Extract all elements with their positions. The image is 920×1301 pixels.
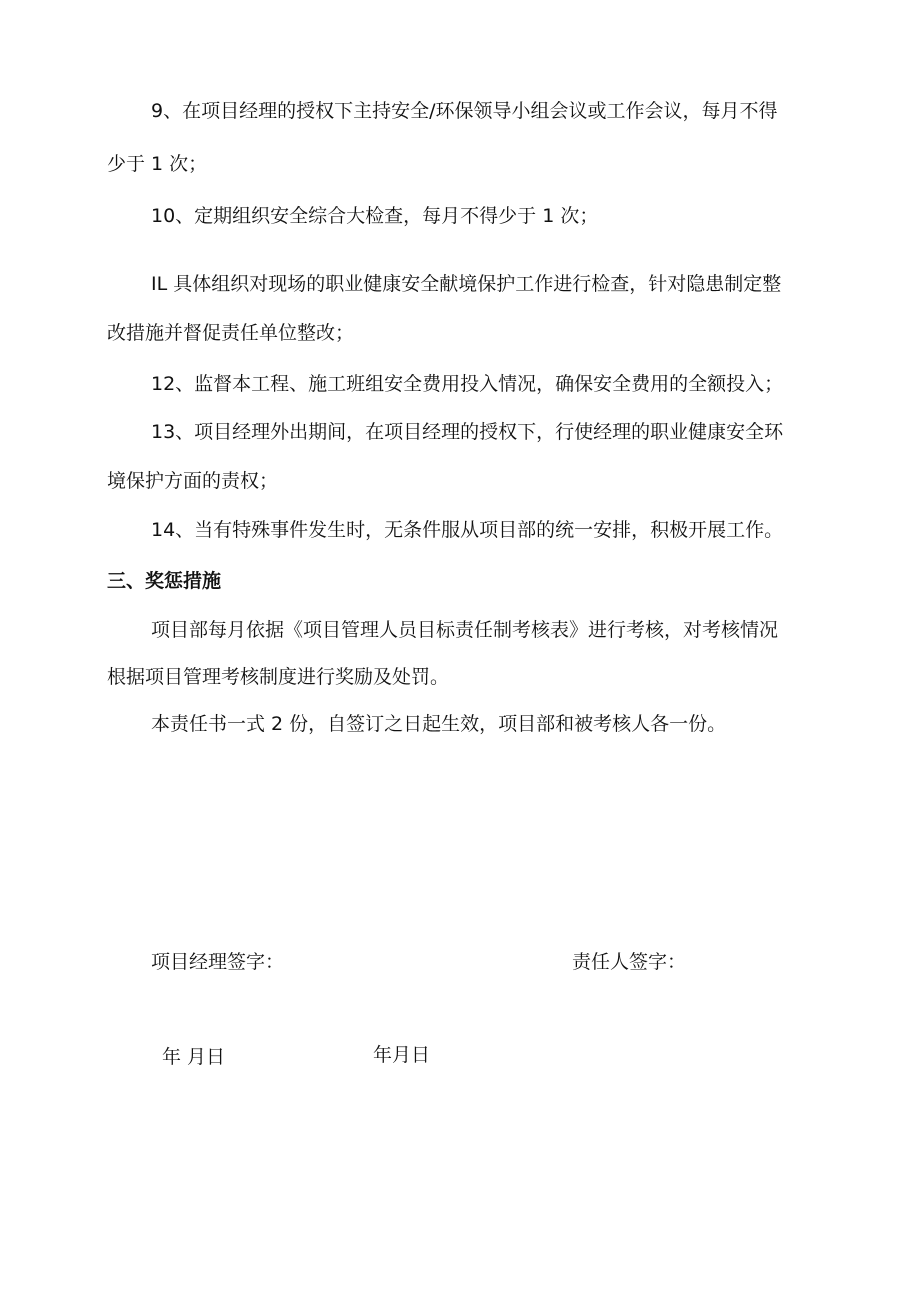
item-13-line-1: 13、项目经理外出期间，在项目经理的授权下，行使经理的职业健康安全环 [151, 421, 784, 443]
item-14: 14、当有特殊事件发生时，无条件服从项目部的统一安排，积极开展工作。 [151, 519, 784, 541]
paragraph-1-line-2: 根据项目管理考核制度进行奖励及处罚。 [107, 666, 450, 688]
item-11-line-2: 改措施并督促责任单位整改； [107, 322, 355, 344]
item-9-line-2: 少于 1 次； [107, 153, 208, 175]
item-13-line-2: 境保护方面的责权； [107, 470, 279, 492]
item-11-line-1: IL 具体组织对现场的职业健康安全献境保护工作进行检查，针对隐患制定整 [151, 273, 782, 295]
paragraph-1-line-1: 项目部每月依据《项目管理人员目标责任制考核表》进行考核，对考核情况 [151, 619, 779, 641]
date-right: 年月日 [373, 1044, 431, 1066]
item-12: 12、监督本工程、施工班组安全费用投入情况，确保安全费用的全额投入； [151, 373, 784, 395]
section-heading: 三、奖惩措施 [107, 570, 222, 592]
item-10: 10、定期组织安全综合大检查，每月不得少于 1 次； [151, 205, 599, 227]
date-left: 年 月日 [162, 1046, 226, 1068]
paragraph-2: 本责任书一式 2 份，自签订之日起生效，项目部和被考核人各一份。 [151, 713, 727, 735]
item-9-line-1: 9、在项目经理的授权下主持安全/环保领导小组会议或工作会议，每月不得 [151, 100, 778, 122]
responsible-signature-label: 责任人签字： [572, 951, 687, 973]
manager-signature-label: 项目经理签字： [151, 951, 285, 973]
